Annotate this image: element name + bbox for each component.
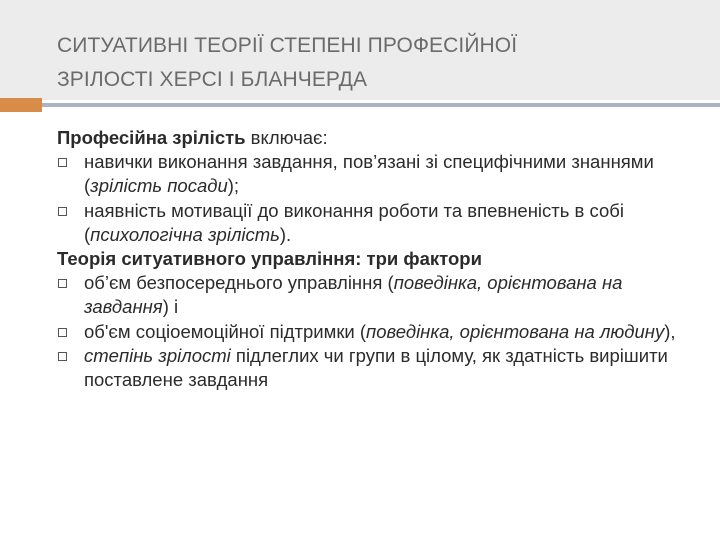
bullet-item: наявність мотивації до виконання роботи та впевненість в собі (психологічна зрілість). <box>57 199 707 247</box>
square-bullet-icon <box>58 352 67 361</box>
square-bullet-icon <box>58 207 67 216</box>
slide-title-line-1: СИТУАТИВНІ ТЕОРІЇ СТЕПЕНІ ПРОФЕСІЙНОЇ <box>57 34 518 57</box>
slide-title-line-2: ЗРІЛОСТІ ХЕРСІ І БЛАНЧЕРДА <box>57 68 368 91</box>
square-bullet-icon <box>58 279 67 288</box>
section-heading-theory: Теорія ситуативного управління: три фактори <box>57 248 482 270</box>
slide-body <box>57 126 707 392</box>
bullet-item: степінь зрілості підлеглих чи групи в цілому, як здатність вирішити поставлене завдання <box>57 344 707 392</box>
square-bullet-icon <box>58 328 67 337</box>
bullet-item: об’єм безпосереднього управління (поведінка, орієнтована на завдання) і <box>57 271 707 319</box>
bullet-item: об'єм соціоемоційної підтримки (поведінка, орієнтована на людину), <box>57 320 707 344</box>
bullet-item: навички виконання завдання, пов’язані зі специфічними знаннями (зрілість посади); <box>57 150 707 198</box>
divider-line <box>42 103 720 107</box>
square-bullet-icon <box>58 158 67 167</box>
accent-bar <box>0 98 42 112</box>
slide-title <box>57 29 697 97</box>
section-heading-maturity: Професійна зрілість включає: <box>57 127 328 148</box>
